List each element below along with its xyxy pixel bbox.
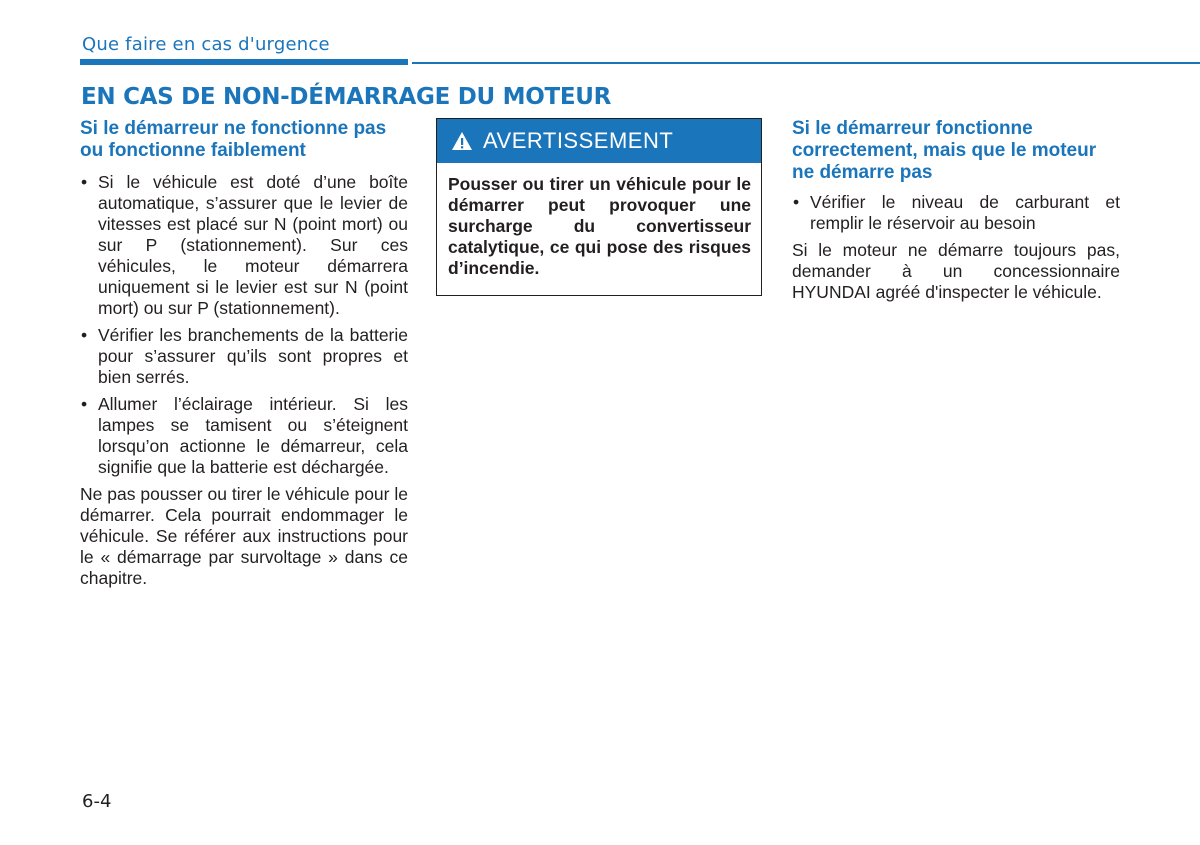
left-bullet-list [80,172,408,478]
bullet-dot: • [81,394,88,414]
bullet-dot: • [81,325,88,345]
right-subheading: Si le démarreur fonctionne correctement, mais que le moteur ne démarre pas [792,118,1097,183]
warning-box [436,118,762,296]
right-paragraph: Si le moteur ne démarre toujours pas, demander à un concessionnaire HYUNDAI agréé d'inspecter le véhicule. [792,240,1120,302]
list-item-text: Vérifier les branchements de la batterie pour s’assurer qu’ils sont propres et bien serrés. [98,325,408,387]
list-item [80,325,408,388]
left-subheading: Si le démarreur ne fonctionne pas ou fonctionne faiblement [80,118,387,161]
list-item-text: Vérifier le niveau de carburant et remplir le réservoir au besoin [810,192,1120,233]
header-rule-thin [412,62,1200,64]
warning-title: AVERTISSEMENT [483,128,674,153]
header-rule-thick [80,59,408,65]
list-item [80,394,408,478]
chapter-title: EN CAS DE NON-DÉMARRAGE DU MOTEUR [81,84,612,110]
right-column [792,118,1120,303]
bullet-dot: • [793,192,800,212]
page-number: 6-4 [82,791,112,812]
right-bullet-list [792,192,1120,234]
warning-triangle-icon [451,131,473,151]
list-item-text: Allumer l’éclairage intérieur. Si les lampes se tamisent ou s’éteignent lorsqu’on actionne le démarreur, cela signifie que la batterie est déchargée. [98,394,408,477]
list-item [792,192,1120,234]
warning-text: Pousser ou tirer un véhicule pour le démarrer peut provoquer une surcharge du convertisseur catalytique, ce qui pose des risques d’incendie. [448,174,751,278]
list-item [80,172,408,319]
left-paragraph: Ne pas pousser ou tirer le véhicule pour le démarrer. Cela pourrait endommager le véhicule. Se référer aux instructions pour le « démarrage par survoltage » dans ce chapitre. [80,484,408,588]
left-column [80,118,408,589]
warning-header [437,119,761,163]
section-label: Que faire en cas d'urgence [82,34,330,55]
bullet-dot: • [81,172,88,192]
list-item-text: Si le véhicule est doté d’une boîte automatique, s’assurer que le levier de vitesses est placé sur N (point mort) ou sur P (stationnement). Sur ces véhicules, le moteur démarrera uniquement si le levier est sur N (point mort) ou sur P (stationnement). [98,172,408,318]
